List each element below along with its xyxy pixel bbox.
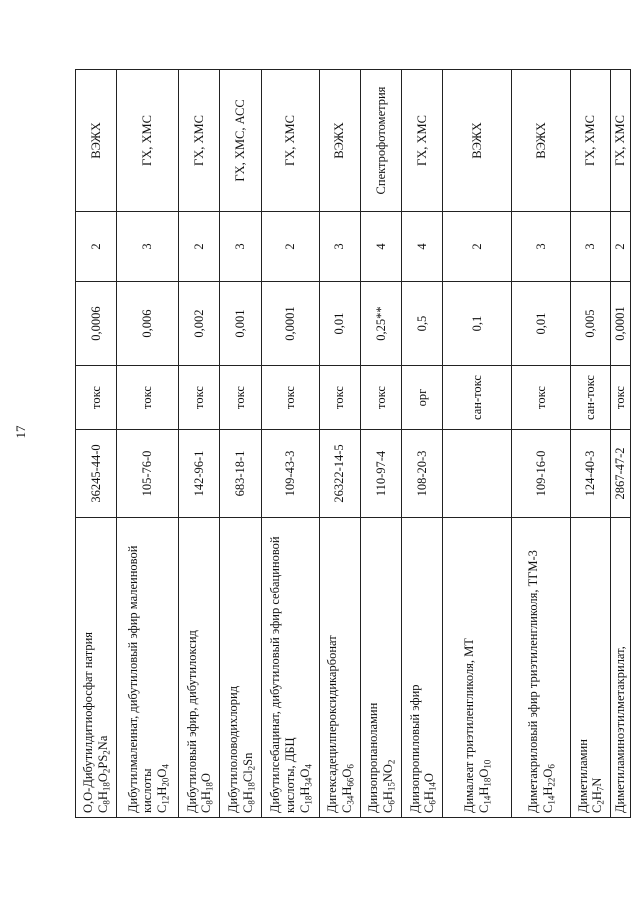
- hazard-sign-cell: токс: [610, 366, 630, 430]
- hazard-class-cell: 4: [402, 212, 443, 282]
- substance-name: O,O-Дибутилдитиофосфат натрия: [81, 631, 96, 813]
- analysis-method-cell: ВЭЖХ: [443, 70, 511, 212]
- hazard-class-cell: 4: [360, 212, 401, 282]
- cas-number-cell: 142-96-1: [179, 430, 220, 518]
- substance-name-cell: [610, 518, 630, 818]
- table-row: [220, 70, 261, 818]
- substance-formula: $C_{12}H_{20}O_4$: [155, 764, 171, 813]
- cas-number-cell: 105-76-0: [117, 430, 179, 518]
- cas-number-cell: 683-18-1: [220, 430, 261, 518]
- table-row: [319, 70, 360, 818]
- table-row: [179, 70, 220, 818]
- hazard-class-cell: 2: [261, 212, 319, 282]
- analysis-method-cell: ГХ, ХМС: [179, 70, 220, 212]
- substance-name-cell: [402, 518, 443, 818]
- hazard-sign-cell: токс: [319, 366, 360, 430]
- analysis-method-cell: Спектрофотометрия: [360, 70, 401, 212]
- cas-number-cell: [443, 430, 511, 518]
- substance-name-cell: [360, 518, 401, 818]
- analysis-method-cell: ГХ, ХМС: [261, 70, 319, 212]
- substance-name: Диизопропаноламин: [366, 702, 381, 813]
- limit-value-cell: 0,005: [571, 282, 610, 366]
- cas-number-cell: 2867-47-2: [610, 430, 630, 518]
- substance-name: Дибутилсебацинат, дибутиловый эфир себациновой кислоты, ДБЦ: [268, 536, 297, 813]
- hazard-class-cell: 3: [117, 212, 179, 282]
- substance-name-cell: [443, 518, 511, 818]
- page-number: 17: [13, 425, 28, 439]
- substance-name: Дибутилмалеинат, дибутиловый эфир малеиновой кислоты: [125, 545, 155, 813]
- table-body: [76, 70, 631, 818]
- table-row: [117, 70, 179, 818]
- substance-name-cell: [261, 518, 319, 818]
- cas-number-cell: 26322-14-5: [319, 430, 360, 518]
- substance-name-cell: [571, 518, 610, 818]
- substance-name: Диметакриловый эфир триэтиленгликоля, ТГМ-3: [526, 550, 541, 813]
- hazard-class-cell: 3: [571, 212, 610, 282]
- substances-table-frame: [75, 70, 631, 818]
- hazard-sign-cell: токс: [117, 366, 179, 430]
- substance-name: Дигексадецилпероксидикарбонат: [324, 635, 339, 813]
- substance-formula: $C_{18}H_{34}O_4$: [297, 764, 313, 813]
- hazard-class-cell: 3: [319, 212, 360, 282]
- hazard-sign-cell: орг: [402, 366, 443, 430]
- analysis-method-cell: ВЭЖХ: [319, 70, 360, 212]
- substance-name-cell: [117, 518, 179, 818]
- substance-name-cell: [511, 518, 571, 818]
- limit-value-cell: 0,002: [179, 282, 220, 366]
- substances-table: [75, 69, 631, 818]
- limit-value-cell: 0,001: [220, 282, 261, 366]
- hazard-class-cell: 3: [220, 212, 261, 282]
- hazard-sign-cell: токс: [179, 366, 220, 430]
- hazard-sign-cell: токс: [360, 366, 401, 430]
- analysis-method-cell: ГХ, ХМС: [402, 70, 443, 212]
- hazard-class-cell: 2: [443, 212, 511, 282]
- analysis-method-cell: ГХ, ХМС: [117, 70, 179, 212]
- substance-formula: $C_6H_{15}NO_2$: [380, 759, 397, 813]
- substance-name-cell: [179, 518, 220, 818]
- analysis-method-cell: ВЭЖХ: [76, 70, 117, 212]
- cas-number-cell: 110-97-4: [360, 430, 401, 518]
- substance-name-cell: [220, 518, 261, 818]
- substance-formula: $C_{14}H_{18}O_{10}$: [476, 759, 493, 813]
- substance-formula: $C_{14}H_{22}O_6$: [540, 764, 557, 813]
- substance-formula: $C_{34}H_{66}O_6$: [339, 764, 355, 813]
- substance-formula: $C_8H_{18}O_2PS_2Na$: [96, 735, 112, 813]
- substance-name: Дибутилоловодихлорид: [225, 685, 240, 813]
- table-row: [610, 70, 630, 818]
- limit-value-cell: 0,0006: [76, 282, 117, 366]
- analysis-method-cell: ВЭЖХ: [511, 70, 571, 212]
- hazard-sign-cell: сан-токс: [571, 366, 610, 430]
- table-row: [402, 70, 443, 818]
- hazard-class-cell: 2: [610, 212, 630, 282]
- hazard-sign-cell: токс: [261, 366, 319, 430]
- table-row: [443, 70, 511, 818]
- substance-name: Дибутиловый эфир, дибутилоксид: [184, 630, 199, 813]
- cas-number-cell: 109-43-3: [261, 430, 319, 518]
- substance-name: Диметиламиноэтилметакрилат,: [612, 646, 627, 813]
- substance-formula: $C_8H_{18}O$: [199, 773, 215, 813]
- limit-value-cell: 0,5: [402, 282, 443, 366]
- table-row: [76, 70, 117, 818]
- table-row: [571, 70, 610, 818]
- analysis-method-cell: ГХ, ХМС: [610, 70, 630, 212]
- substance-name: Дималеат триэтиленгликоля, МТ: [462, 638, 477, 813]
- hazard-class-cell: 3: [511, 212, 571, 282]
- substance-formula: $C_2H_7N$: [590, 777, 606, 813]
- substance-name-cell: [319, 518, 360, 818]
- cas-number-cell: 108-20-3: [402, 430, 443, 518]
- substance-name-cell: [76, 518, 117, 818]
- table-row: [511, 70, 571, 818]
- rotated-table-container: [75, 70, 631, 818]
- hazard-sign-cell: токс: [511, 366, 571, 430]
- limit-value-cell: 0,0001: [610, 282, 630, 366]
- table-row: [261, 70, 319, 818]
- hazard-sign-cell: сан-токс: [443, 366, 511, 430]
- limit-value-cell: 0,0001: [261, 282, 319, 366]
- hazard-sign-cell: токс: [76, 366, 117, 430]
- table-row: [360, 70, 401, 818]
- analysis-method-cell: ГХ, ХМС: [571, 70, 610, 212]
- hazard-sign-cell: токс: [220, 366, 261, 430]
- analysis-method-cell: ГХ, ХМС, АСС: [220, 70, 261, 212]
- cas-number-cell: 36245-44-0: [76, 430, 117, 518]
- limit-value-cell: 0,25**: [360, 282, 401, 366]
- cas-number-cell: 109-16-0: [511, 430, 571, 518]
- limit-value-cell: 0,006: [117, 282, 179, 366]
- limit-value-cell: 0,01: [319, 282, 360, 366]
- substance-formula: $C_6H_{14}O$: [422, 773, 438, 813]
- substance-name: Диизопропиловый эфир: [407, 684, 422, 813]
- hazard-class-cell: 2: [179, 212, 220, 282]
- hazard-class-cell: 2: [76, 212, 117, 282]
- cas-number-cell: 124-40-3: [571, 430, 610, 518]
- substance-formula: $C_8H_{18}Cl_2Sn$: [240, 752, 256, 813]
- substance-name: Диметиламин: [575, 739, 590, 813]
- limit-value-cell: 0,01: [511, 282, 571, 366]
- limit-value-cell: 0,1: [443, 282, 511, 366]
